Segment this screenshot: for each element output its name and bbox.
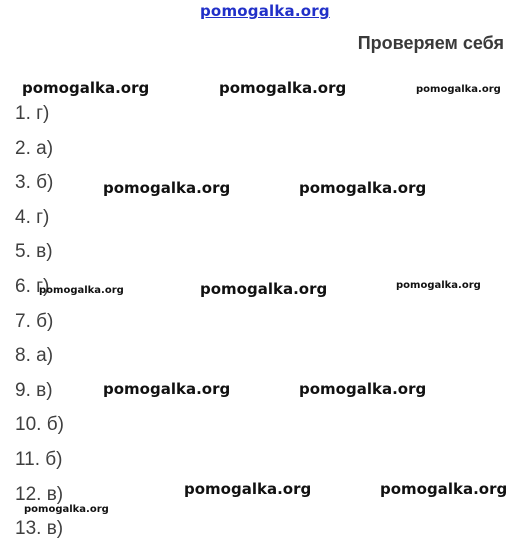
watermark: pomogalka.org — [24, 504, 109, 515]
watermark: pomogalka.org — [22, 79, 150, 97]
answer-item: 5. в) — [15, 241, 53, 263]
answer-item: 1. г) — [15, 103, 50, 124]
answer-item: 7. б) — [15, 310, 54, 332]
answer-item: 6. г) — [15, 275, 50, 297]
watermark: pomogalka.org — [184, 480, 312, 498]
answer-list — [15, 101, 64, 551]
answer-item: 8. а) — [15, 345, 54, 367]
answer-item: 12. в) — [15, 483, 64, 505]
answer-item: 3. б) — [15, 172, 54, 194]
watermark: pomogalka.org — [416, 84, 501, 95]
watermark: pomogalka.org — [299, 380, 427, 398]
site-header-link[interactable]: pomogalka.org — [200, 2, 330, 20]
answer-item: 13. в) — [15, 518, 64, 540]
answer-item: 2. а) — [15, 137, 54, 159]
watermark: pomogalka.org — [219, 79, 347, 97]
answer-item: 9. в) — [15, 379, 53, 401]
answer-item: 10. б) — [15, 414, 64, 436]
watermark: pomogalka.org — [103, 179, 231, 197]
watermark: pomogalka.org — [39, 285, 124, 296]
section-title: Проверяем себя — [357, 33, 504, 53]
answer-item: 11. б) — [15, 448, 63, 470]
answer-item: 4. г) — [15, 206, 50, 228]
watermark: pomogalka.org — [103, 380, 231, 398]
watermark: pomogalka.org — [200, 280, 328, 298]
watermark: pomogalka.org — [396, 280, 481, 291]
watermark: pomogalka.org — [380, 480, 508, 498]
watermark: pomogalka.org — [299, 179, 427, 197]
